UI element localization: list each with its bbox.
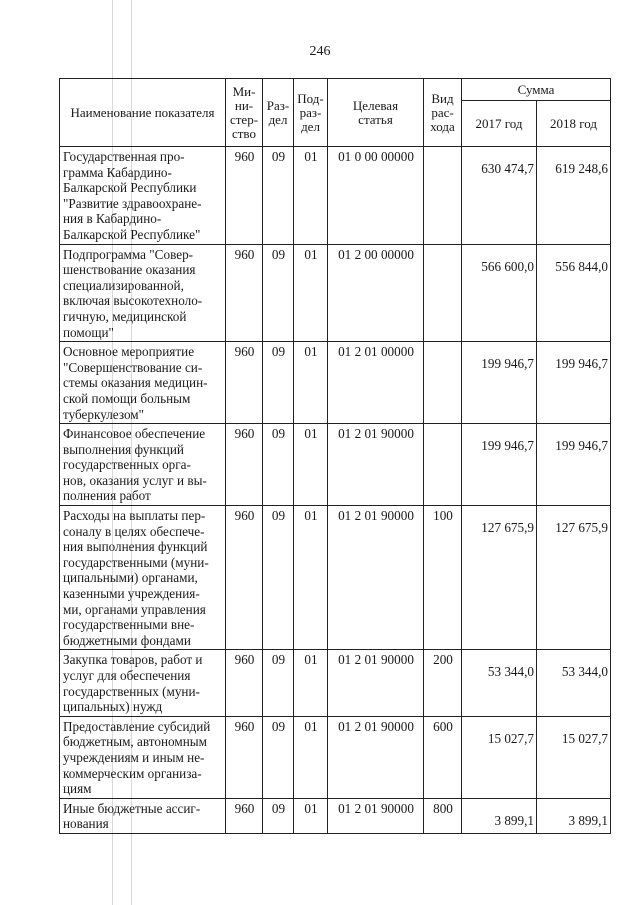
section-cell: 09 xyxy=(263,244,294,342)
page-number: 246 xyxy=(309,44,331,59)
subsection-cell: 01 xyxy=(294,244,328,342)
ministry-cell: 960 xyxy=(226,716,263,798)
section-cell: 09 xyxy=(263,798,294,833)
name-cell: Государственная про- грамма Кабардино- Балкарской Республики "Развитие здравоохране- ния в Кабардино- Балкарской Республике" xyxy=(60,147,226,245)
subsection-cell: 01 xyxy=(294,342,328,424)
target-cell: 01 2 01 90000 xyxy=(328,424,424,506)
ministry-cell: 960 xyxy=(226,244,263,342)
target-cell: 01 0 00 00000 xyxy=(328,147,424,245)
section-cell: 09 xyxy=(263,650,294,716)
header-target: Целевая статья xyxy=(328,79,424,147)
target-cell: 01 2 01 00000 xyxy=(328,342,424,424)
sum-2017-cell: 3 899,1 xyxy=(462,798,537,833)
header-expense-type: Вид рас- хода xyxy=(424,79,462,147)
section-cell: 09 xyxy=(263,424,294,506)
subsection-cell: 01 xyxy=(294,424,328,506)
header-year-2017: 2017 год xyxy=(462,101,537,147)
expense-type-cell xyxy=(424,244,462,342)
expense-type-cell: 600 xyxy=(424,716,462,798)
sum-2018-cell: 127 675,9 xyxy=(537,506,611,650)
sum-2018-cell: 15 027,7 xyxy=(537,716,611,798)
sum-2017-cell: 15 027,7 xyxy=(462,716,537,798)
section-cell: 09 xyxy=(263,342,294,424)
expense-type-cell: 800 xyxy=(424,798,462,833)
sum-2018-cell: 556 844,0 xyxy=(537,244,611,342)
expense-type-cell: 200 xyxy=(424,650,462,716)
subsection-cell: 01 xyxy=(294,716,328,798)
expense-type-cell xyxy=(424,342,462,424)
header-year-2018: 2018 год xyxy=(537,101,611,147)
header-ministry: Ми- ни- стер- ство xyxy=(226,79,263,147)
table-row xyxy=(60,424,611,506)
ministry-cell: 960 xyxy=(226,650,263,716)
header-section: Раз- дел xyxy=(263,79,294,147)
name-cell: Закупка товаров, работ и услуг для обеспечения государственных (муни- ципальных) нужд xyxy=(60,650,226,716)
section-cell: 09 xyxy=(263,506,294,650)
header-subsection: Под- раз- дел xyxy=(294,79,328,147)
table-row xyxy=(60,798,611,833)
sum-2018-cell: 53 344,0 xyxy=(537,650,611,716)
subsection-cell: 01 xyxy=(294,147,328,245)
sum-2018-cell: 199 946,7 xyxy=(537,424,611,506)
subsection-cell: 01 xyxy=(294,798,328,833)
sum-2017-cell: 199 946,7 xyxy=(462,424,537,506)
table-row xyxy=(60,342,611,424)
name-cell: Предоставление субсидий бюджетным, автономным учреждениям и иным не- коммерческим организа- циям xyxy=(60,716,226,798)
table-row xyxy=(60,650,611,716)
name-cell: Финансовое обеспечение выполнения функций государственных орга- нов, оказания услуг и вы- полнения работ xyxy=(60,424,226,506)
ministry-cell: 960 xyxy=(226,342,263,424)
header-row xyxy=(60,79,611,101)
section-cell: 09 xyxy=(263,147,294,245)
ministry-cell: 960 xyxy=(226,798,263,833)
sum-2018-cell: 619 248,6 xyxy=(537,147,611,245)
table-row xyxy=(60,506,611,650)
expense-type-cell xyxy=(424,424,462,506)
header-name: Наименование показателя xyxy=(60,79,226,147)
sum-2017-cell: 127 675,9 xyxy=(462,506,537,650)
ministry-cell: 960 xyxy=(226,147,263,245)
name-cell: Иные бюджетные ассиг- нования xyxy=(60,798,226,833)
sum-2017-cell: 199 946,7 xyxy=(462,342,537,424)
target-cell: 01 2 01 90000 xyxy=(328,798,424,833)
target-cell: 01 2 01 90000 xyxy=(328,650,424,716)
expense-type-cell xyxy=(424,147,462,245)
table-row xyxy=(60,244,611,342)
target-cell: 01 2 00 00000 xyxy=(328,244,424,342)
subsection-cell: 01 xyxy=(294,650,328,716)
expense-type-cell: 100 xyxy=(424,506,462,650)
section-cell: 09 xyxy=(263,716,294,798)
budget-table xyxy=(59,78,611,834)
ministry-cell: 960 xyxy=(226,506,263,650)
target-cell: 01 2 01 90000 xyxy=(328,716,424,798)
subsection-cell: 01 xyxy=(294,506,328,650)
table-row xyxy=(60,716,611,798)
sum-2017-cell: 566 600,0 xyxy=(462,244,537,342)
ministry-cell: 960 xyxy=(226,424,263,506)
sum-2018-cell: 199 946,7 xyxy=(537,342,611,424)
sum-2017-cell: 53 344,0 xyxy=(462,650,537,716)
target-cell: 01 2 01 90000 xyxy=(328,506,424,650)
sum-2017-cell: 630 474,7 xyxy=(462,147,537,245)
sum-2018-cell: 3 899,1 xyxy=(537,798,611,833)
table-row xyxy=(60,147,611,245)
name-cell: Подпрограмма "Совер- шенствование оказания специализированной, включая высокотехноло- гичную, медицинской помощи" xyxy=(60,244,226,342)
name-cell: Основное мероприятие "Совершенствование си- стемы оказания медицин- ской помощи больным туберкулезом" xyxy=(60,342,226,424)
header-sum: Сумма xyxy=(462,79,611,101)
name-cell: Расходы на выплаты пер- соналу в целях обеспече- ния выполнения функций государственными (муни- ципальными) органами, казенными учреждения- ми, органами управления государственными вне- бюджетными фондами xyxy=(60,506,226,650)
